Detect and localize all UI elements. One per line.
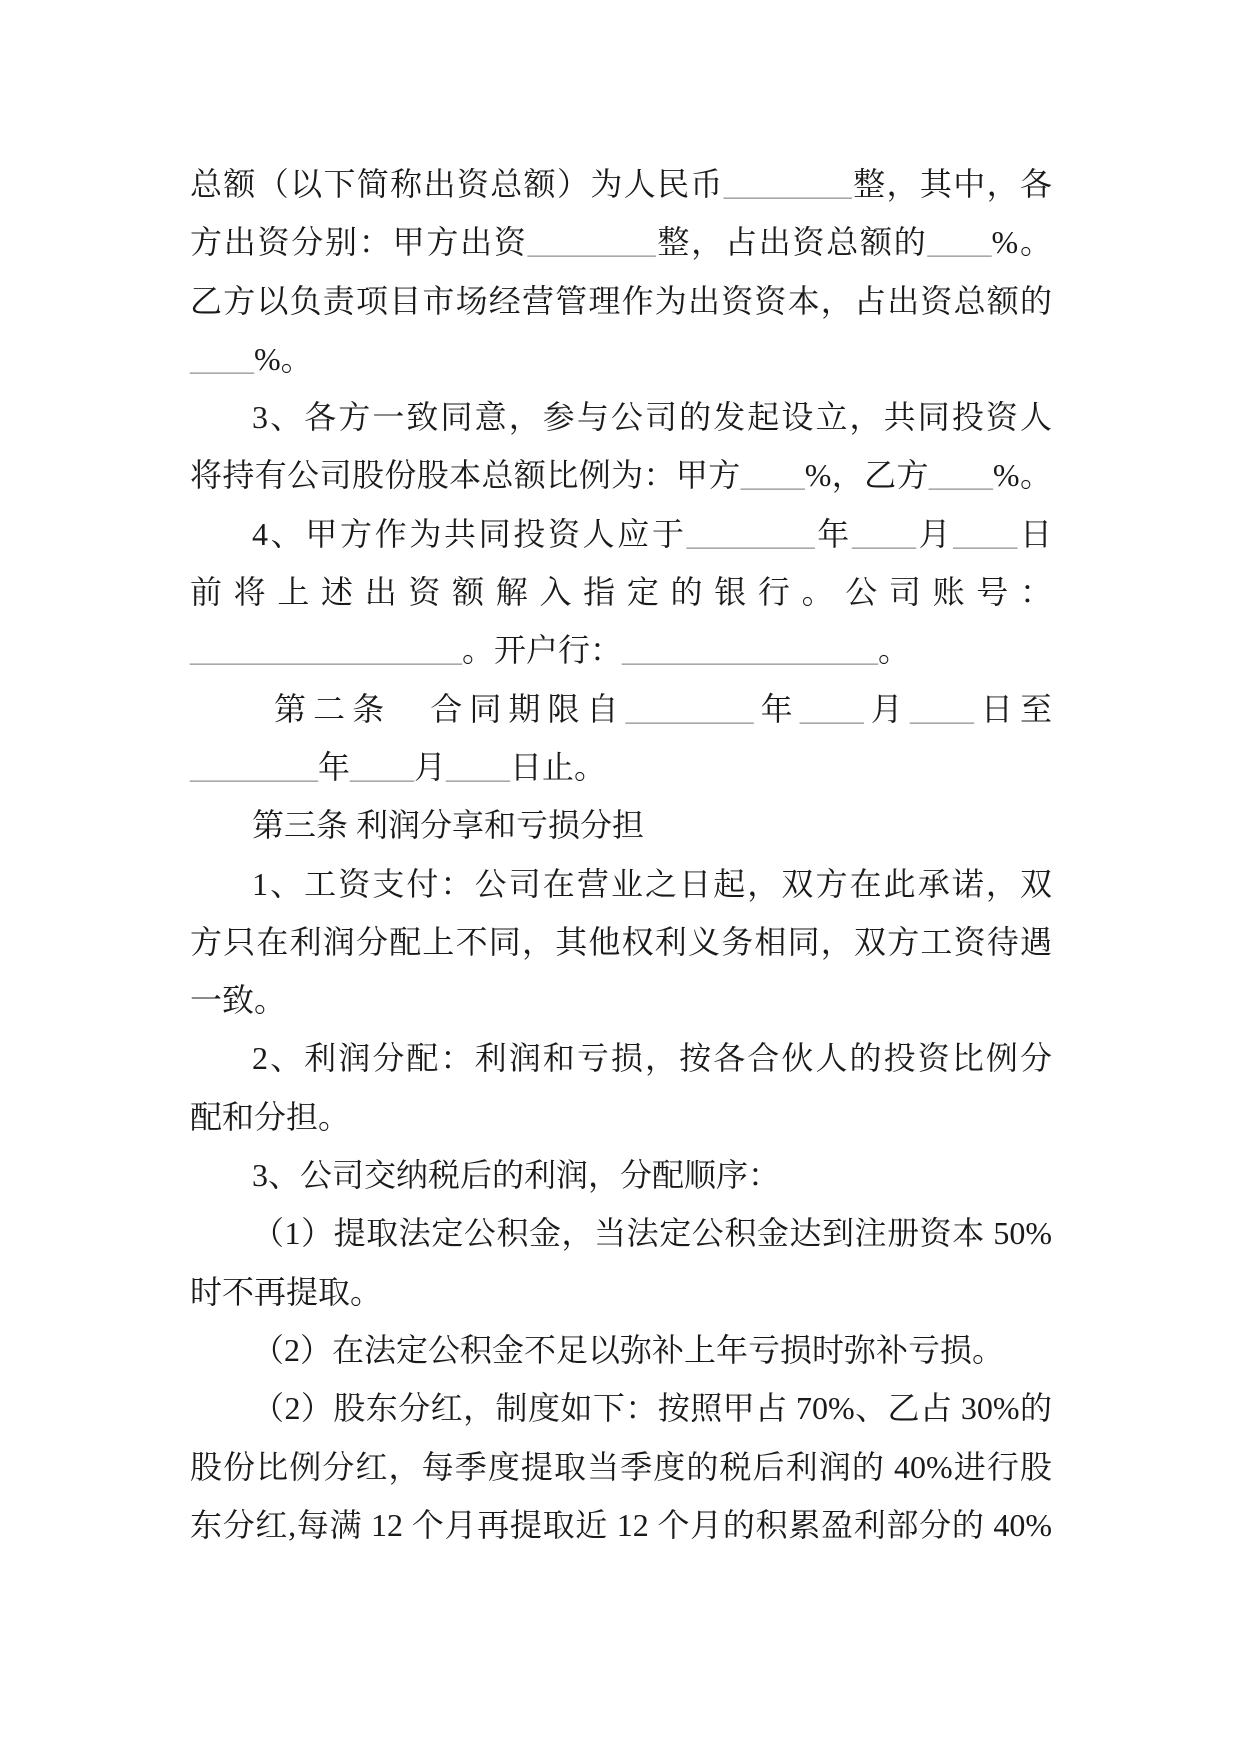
doc-line: _________________。开户行：________________。 xyxy=(190,632,911,669)
doc-line: 配和分担。 xyxy=(190,1098,351,1135)
blank-field: _________________ xyxy=(190,632,462,669)
doc-line: 1、工资支付：公司在营业之日起，双方在此承诺，双 xyxy=(252,865,1052,902)
doc-line: （2）股东分红，制度如下：按照甲占 70%、乙占 30%的 xyxy=(252,1390,1052,1427)
doc-line: 总额（以下简称出资总额）为人民币________整，其中，各 xyxy=(190,166,1052,202)
blank-field: ________ xyxy=(625,690,754,727)
doc-line: 乙方以负责项目市场经营管理作为出资资本，占出资总额的 xyxy=(190,282,1052,319)
doc-line: 时不再提取。 xyxy=(190,1273,383,1310)
blank-field: ________ xyxy=(686,515,815,552)
doc-line: 方只在利润分配上不同，其他权利义务相同，双方工资待遇 xyxy=(190,923,1052,960)
doc-line: 股份比例分红，每季度提取当季度的税后利润的 40%进行股 xyxy=(190,1448,1052,1485)
blank-field: ____ xyxy=(909,690,974,727)
doc-line: 3、各方一致同意，参与公司的发起设立，共同投资人 xyxy=(252,399,1052,436)
doc-line-article-3-heading: 第三条 利润分享和亏损分担 xyxy=(252,807,645,844)
doc-line: 一致。 xyxy=(190,982,287,1019)
doc-line: （1）提取法定公积金，当法定公积金达到注册资本 50% xyxy=(252,1215,1052,1252)
doc-line: 2、利润分配：利润和亏损，按各合伙人的投资比例分 xyxy=(252,1040,1052,1077)
blank-field: ________________ xyxy=(622,632,879,669)
blank-field: ____ xyxy=(928,457,993,494)
doc-line: 前将上述出资额解入指定的银行。公司账号： xyxy=(190,574,1052,611)
doc-line: 方出资分别：甲方出资________整，占出资总额的____%。 xyxy=(190,224,1052,261)
contract-page-body xyxy=(190,155,1052,1554)
doc-line-article-2-heading: 第二条 合同期限自________年____月____日至 xyxy=(274,690,1052,727)
doc-line: 3、公司交纳税后的利润，分配顺序： xyxy=(252,1157,781,1194)
doc-line: （2）在法定公积金不足以弥补上年亏损时弥补亏损。 xyxy=(252,1331,1005,1368)
blank-field: ____ xyxy=(190,340,254,377)
blank-field: ____ xyxy=(740,457,805,494)
doc-line: ____%。 xyxy=(190,340,313,377)
doc-line: 东分红,每满 12 个月再提取近 12 个月的积累盈利部分的 40% xyxy=(190,1506,1052,1543)
blank-field: ____ xyxy=(799,690,864,727)
blank-field: ____ xyxy=(953,515,1018,552)
doc-line: ________年____月____日止。 xyxy=(190,748,607,785)
blank-field: ________ xyxy=(190,748,318,785)
doc-line: 将持有公司股份股本总额比例为：甲方____%，乙方____%。 xyxy=(190,457,1052,494)
blank-field: ________ xyxy=(527,224,656,261)
blank-field: ____ xyxy=(446,748,511,785)
blank-field: ____ xyxy=(350,748,415,785)
blank-field: ________ xyxy=(723,166,852,202)
blank-field: ____ xyxy=(851,515,916,552)
blank-field: ____ xyxy=(927,224,992,261)
doc-line: 4、甲方作为共同投资人应于________年____月____日 xyxy=(252,515,1052,552)
